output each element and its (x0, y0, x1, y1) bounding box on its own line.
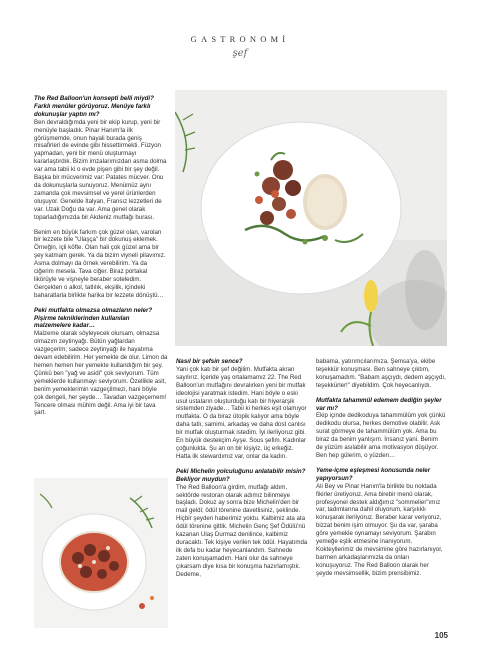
answer: babama, yatırımcılarımıza, Şemsa'ya, ekibe teşekkür konuşması. Ben sahneye çıktım, konuşamadım. "Babam aşçıydı, dedem aşçıydı, teşekkürler!" diyebildim. Çok heyecanlıydı. (316, 358, 446, 389)
answer: Ali Bey ve Pinar Hanım'la birlikte bu noktada fikirler üretiyoruz. Ama birebir menü olarak, profesyonel destek aldığımız "sommelier"ımız var, tadımlarına dahil oluyorum, karşılıklı konuşarak ilerliyoruz. Beraber karar veriyoruz, bizzat benim işim olmuyor. Şu da var, şaraba göre yemekle oynamayı seviyorum. Şarabın yemeğe eşlik etmesine inanıyorum. Kokteyllerimiz de mevsimine göre hazırlanıyor, barmen arkadaşlarımızla da onları konuşuyoruz. The Red Balloon olarak her şeyde mevsimsellik, bizim prensibimiz. (316, 482, 443, 577)
plated-dish-photo (175, 90, 447, 346)
soup-bowl-photo (34, 478, 168, 628)
answer: Ekip içinde dedikoduya tahammülüm yok çünkü dedikodu olursa, herkes demotive olabilir. Ask surat görmeye de tahammülüm yok. Ama bu biraz da benim yanlışım. İnsanız yani. Benim de yüzüm asılabilir ama motivasyon düşüyor. Ben hep gülerim, o yüzden… (316, 412, 446, 459)
answer: Ben devraldığımda yeni bir ekip kurup, yeni bir menüyle başladık. Pinar Hanım'la ilk görüşmemde, onun hayali burada geniş misafirleri de evinde gibi hissettirmekti. Füzyon yapmadan, yeni bir menü oluşturmayı kararlaştırdık. Bizim imzalarımızdan asma dolma var ama tabii ki o evde pişen gibi bir şey değil. Başka bir mücverimiz var: Patates mücver. Onu da dokunuşlarla sunuyoruz. Menümüz aynı zamanda çok mevsimsel ve yerel ürünlerden oluşuyor. Genelde İtalyan, Fransız lezzetleri de var. Uzak Doğu da var. Ama genel olarak toparladığımızda bir Akdeniz mutfağı burası. (34, 118, 167, 221)
question: Peki mutfakta olmazsa olmazların neler? Pişirme tekniklerinden kullanılan malzemelere kadar… (34, 306, 153, 330)
question: Nasıl bir şefsin sence? (176, 358, 243, 365)
section-header (0, 34, 480, 59)
answer: Malzeme olarak söyleyecek olursam, olmazsa olmazım zeytinyağı. Bütün yağlardan vazgeçerim; sadece zeytinyağı ile hayatıma devam edebilirim. Her yemekte de olur. Limon da hemen hemen her yemekte kullandığım bir şey. Çünkü ben "yağ ve asidi" çok seviyorum. Tüm yemeklerde kullanmayı seviyorum. Özellikle asit, benim yemeklerimin vazgeçilmezi, hani böyle çok dengeli, her şeyde… Tavadan vazgeçemem! Tencere olması mühim değil. Ama iyi bir tava şart. (34, 330, 168, 417)
column-left (34, 95, 168, 424)
question: Peki Michelin yolculuğunu anlatabilir misin? Bekliyor muydun? (176, 467, 306, 483)
column-middle (176, 358, 308, 585)
section-title: GASTRONOMİ (190, 34, 290, 44)
page-number: 105 (434, 631, 448, 640)
section-subtitle: şef (232, 48, 248, 59)
question: Yeme-içme eşleşmesi konusunda neler yapıyorsun? (316, 466, 431, 482)
answer: Benim en büyük farkım çok güzel olan, varolan bir lezzete bile "Ulaşça" bir dokunuş eklemek. Örneğin, içli köfte. Olan hali çok güzel ama bir şey katmam gerek. Ya da bizim viyneli pilavımız. Asma dolmayı da örnek verebilirim. Ya da ciğerim mesela. Tava ciğer. Biraz portakal likörüyle ve vişneyle beraber soteledim. Gerçekten o alkol, tatlılık, ekşilik, içindeki baharatlarla birlikte harika bir lezzete dönüştü… (34, 228, 166, 299)
question: The Red Balloon'un konsepti belli miydi? Farklı menüler görüyoruz. Menüye farklı dokunuşlar yaptın mı? (34, 95, 154, 118)
answer: The Red Balloon'a girdim, mutfağı aldım, sektörde restoran olarak adımız bilinmeye başladı. Dokuz ay sonra bize Michelin'den bir mail geldi; ödül törenine davetlisiniz, şeklinde. Hiçbir şeyden haberimiz yoktu. Kalbimiz ata ata ödül törenine gittik. Michelin Genç Şef Ödülü'nü kazanan Ulaş Durmaz denilince, kalbimiz duracaktı. Tek kişiye verilen tek ödül. Hayatımda ilk defa bu kadar heyecanlandım. Sahnede zaten konuşamadım. Hani olur da sahneye çıkarsam diye kısa bir konuşma hazırlamıştık. Dedeme, (176, 483, 308, 578)
column-right (316, 358, 446, 585)
question: Mutfakta tahammül edemem dediğin şeyler var mı? (316, 396, 442, 412)
answer: Yani çok katı bir şef değilim. Mutfakta akran sayılırız. İçeride yaş ortalamamız 22. The Red Balloon'un mutfağını devralırken yeni bir mutfak ideolojisi yaratmak istedim. Hani böyle o eski usul ustaların oluşturduğu katı bir hiyerarşik sistemden ziyade… Tabii ki herkes eşit olamıyor mutfakta. O da biraz ütopik kalıyor ama böyle daha tatlı, samimi, arkadaş ve daha dost canlısı bir mutfak oluşturmak istedim. İyi ilerliyoruz gibi. En büyük destekçim Ayşe. Sous şefim. Kadınlar çoğunlukta. Şu an on bir kişiyiz, üç erkeğiz. Hatta ilk stewardımız var, onlar da kadın. (176, 365, 307, 460)
